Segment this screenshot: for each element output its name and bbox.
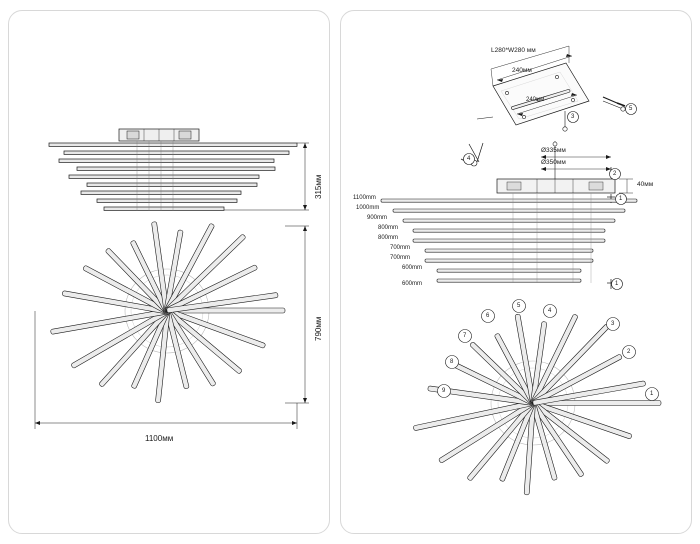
arm-length-stack bbox=[381, 193, 637, 289]
callout-top-2: 2 bbox=[613, 171, 617, 177]
front-view-canopy bbox=[119, 129, 199, 141]
label-depth-790: 790мм bbox=[314, 316, 323, 341]
callout-4: 4 bbox=[548, 308, 552, 314]
callout-top-4: 4 bbox=[467, 156, 471, 162]
label-plate-240-top: 240мм bbox=[512, 67, 532, 74]
arm-length-6: 700mm bbox=[390, 245, 411, 251]
arm-length-4: 800mm bbox=[378, 225, 399, 231]
bottom-view-starburst bbox=[413, 314, 661, 495]
callout-6: 6 bbox=[486, 313, 490, 319]
callout-top-3: 3 bbox=[571, 114, 575, 120]
callout-9: 9 bbox=[442, 388, 446, 394]
label-plate-240-bar: 240мм bbox=[526, 97, 545, 103]
plan-view-starburst bbox=[50, 222, 285, 403]
right-drawing-svg bbox=[341, 11, 691, 533]
label-diameter-inner: Ø350мм bbox=[541, 159, 566, 166]
arm-length-8: 600mm bbox=[402, 265, 423, 271]
callout-2: 2 bbox=[627, 349, 631, 355]
arm-length-3: 900mm bbox=[367, 215, 388, 221]
callout-5: 5 bbox=[517, 303, 521, 309]
arm-length-2: 1000mm bbox=[356, 205, 380, 211]
label-width-1100: 1100мм bbox=[145, 434, 174, 443]
callout-3: 3 bbox=[611, 321, 615, 327]
callout-1: 1 bbox=[650, 391, 654, 397]
callout-8: 8 bbox=[450, 359, 454, 365]
label-canopy-height-40: 40мм bbox=[637, 181, 654, 188]
arm-length-9: 600mm bbox=[402, 281, 423, 287]
callout-7: 7 bbox=[463, 333, 467, 339]
panel-right-assembly-views bbox=[340, 10, 692, 534]
arm-length-7: 700mm bbox=[390, 255, 411, 261]
arm-length-1: 1100mm bbox=[353, 195, 376, 201]
label-diameter-outer: Ø335мм bbox=[541, 147, 566, 154]
label-height-315: 315мм bbox=[314, 174, 323, 199]
callout-stack-1: 1 bbox=[615, 281, 619, 287]
dimension-790 bbox=[285, 226, 309, 403]
left-drawing-svg bbox=[9, 11, 329, 533]
label-plate-lw: L280*W280 мм bbox=[491, 47, 536, 54]
arm-length-5: 800mm bbox=[378, 235, 399, 241]
callout-canopy-1: 1 bbox=[619, 196, 623, 202]
callout-top-5: 5 bbox=[629, 106, 633, 112]
panel-left-dimension-views bbox=[8, 10, 330, 534]
